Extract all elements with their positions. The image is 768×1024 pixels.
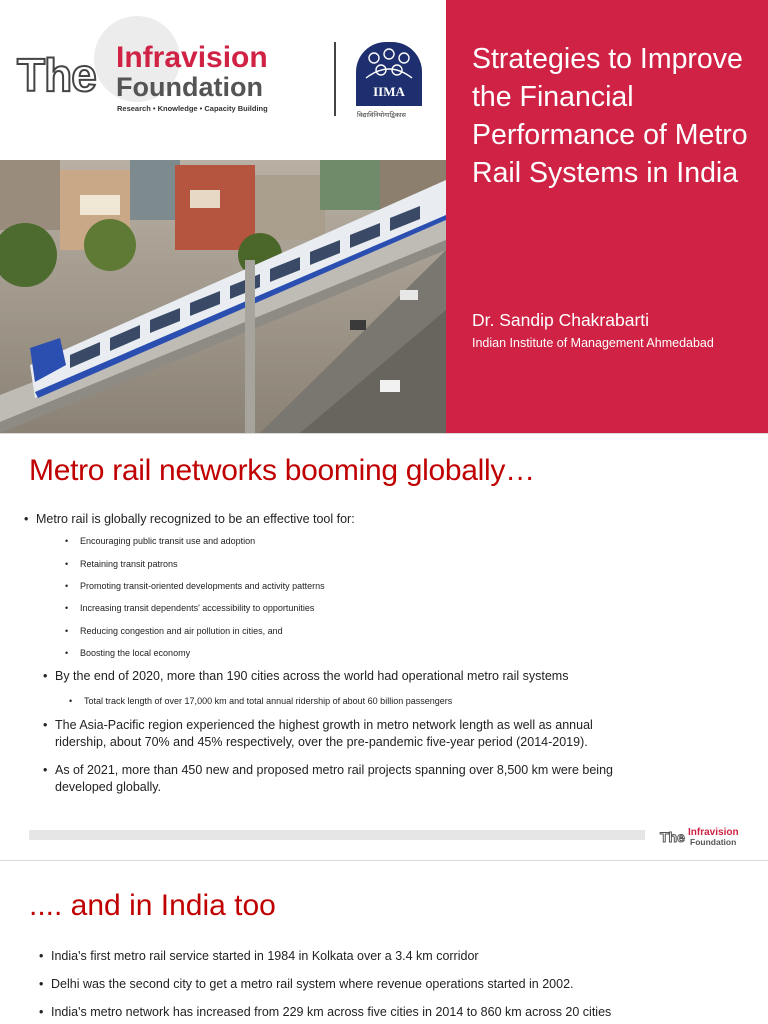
sub-bullet-item: • Boosting the local economy [80,648,190,658]
title-slide [0,0,768,433]
bullet-item: • India's metro network has increased from 229 km across five cities in 2014 to 860 km across 20 cities [51,1004,671,1021]
sub-bullet-item: • Total track length of over 17,000 km and total annual ridership of about 60 billion passengers [84,696,452,706]
iima-pattern-icon [356,42,422,82]
metro-train-photo [0,160,446,433]
bullet-item: • Delhi was the second city to get a metro rail system where revenue operations started in 2002. [51,976,574,993]
slide-title: Metro rail networks booming globally… [29,454,535,487]
sub-bullet-item: • Reducing congestion and air pollution in cities, and [80,626,283,636]
bullet-item: • Metro rail is globally recognized to be an effective tool for: [36,511,355,528]
footer-logo-infravision: Infravision [688,827,739,838]
sub-bullet-item: • Promoting transit-oriented developments and activity patterns [80,581,325,591]
presentation-title: Strategies to Improve the Financial Performance of Metro Rail Systems in India [472,43,748,189]
sub-bullet-item: • Increasing transit dependents' accessibility to opportunities [80,603,314,613]
footer-logo-the: The [660,829,685,845]
slide-title: .... and in India too [29,889,276,922]
author-name: Dr. Sandip Chakrabarti [472,310,650,330]
logo-divider [334,42,336,116]
slide-metro-global [0,434,768,860]
title-panel [446,0,768,433]
logo-infravision-text: Infravision [116,41,268,74]
iima-logo [356,42,422,106]
bullet-item: • India's first metro rail service started in 1984 in Kolkata over a 3.4 km corridor [51,948,479,965]
slide-metro-india [0,861,768,1024]
logo-area [0,0,446,160]
footer-logo-foundation: Foundation [690,837,737,847]
logo-tagline: Research • Knowledge • Capacity Building [117,104,268,113]
author-institution: Indian Institute of Management Ahmedabad [472,336,714,350]
bullet-item: • As of 2021, more than 450 new and proposed metro rail projects spanning over 8,500 km were being developed globally. [55,762,655,796]
logo-foundation-text: Foundation [116,72,263,102]
logo-the-text: The [17,49,96,101]
bullet-item: • The Asia-Pacific region experienced the highest growth in metro network length as well as annual ridership, about 70% and 45% respectively, over the pre-pandemic five-year period (2014-2019). [55,717,635,751]
bullet-item: • By the end of 2020, more than 190 cities across the world had operational metro rail systems [55,668,568,685]
iima-text: IIMA [373,84,405,99]
sub-bullet-item: • Encouraging public transit use and adoption [80,536,255,546]
footer-bar [29,830,645,840]
metro-photo-illustration [0,160,446,433]
sub-bullet-item: • Retaining transit patrons [80,559,178,569]
iima-motto: विद्याविनियोगाद्विकास [357,112,406,119]
